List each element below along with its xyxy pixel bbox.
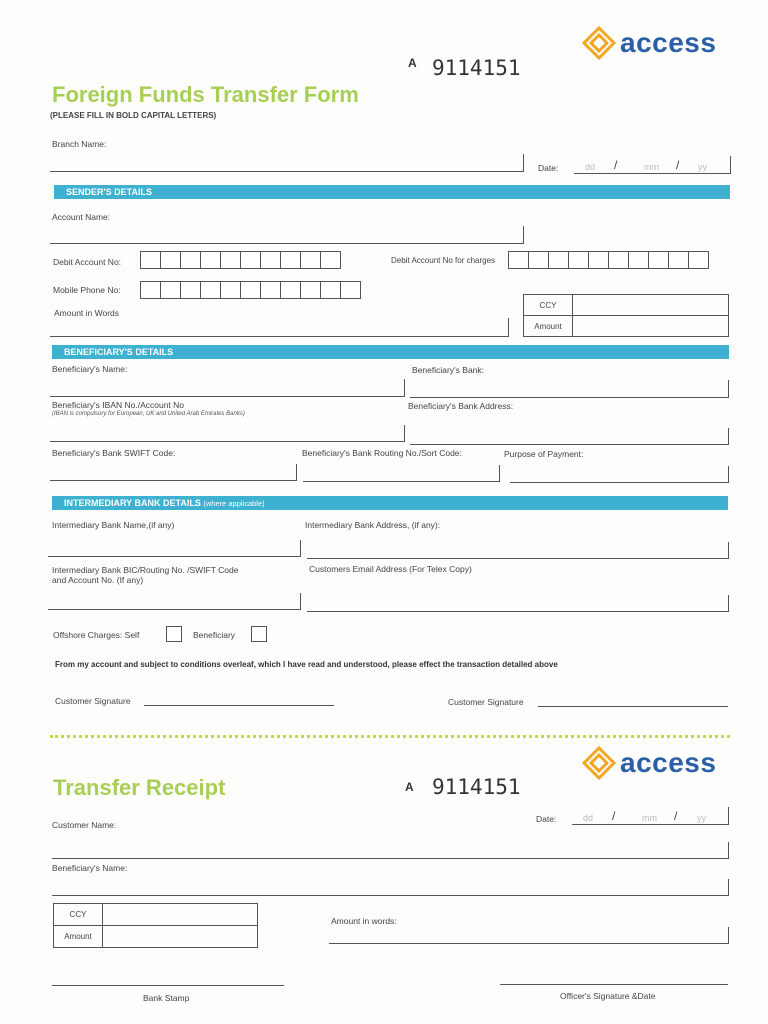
intermediary-bic-tick (300, 593, 301, 610)
date-mm: mm (644, 162, 659, 172)
receipt-date-slash-2: / (674, 809, 678, 823)
email-label: Customers Email Address (For Telex Copy) (309, 564, 472, 574)
receipt-date-label: Date: (536, 814, 557, 824)
email-field[interactable] (307, 611, 728, 612)
account-name-tick (523, 226, 524, 244)
intermediary-name-field[interactable] (48, 556, 300, 557)
receipt-date-field[interactable] (572, 824, 728, 825)
date-slash-2: / (676, 158, 680, 172)
purpose-field[interactable] (510, 482, 728, 483)
intermediary-address-label: Intermediary Bank Address, (if any): (305, 520, 441, 530)
date-label: Date: (538, 163, 559, 173)
receipt-amount-words-field[interactable] (329, 943, 728, 944)
receipt-ccy-amount-table (53, 903, 258, 948)
receipt-customer-name-tick (728, 842, 729, 859)
email-tick (728, 595, 729, 612)
branch-tick (523, 154, 524, 172)
routing-label: Beneficiary's Bank Routing No./Sort Code: (302, 448, 462, 458)
ccy-amount-table (523, 294, 729, 337)
receipt-beneficiary-name-field[interactable] (52, 895, 728, 896)
form-instruction: (PLEASE FILL IN BOLD CAPITAL LETTERS) (50, 111, 217, 120)
receipt-beneficiary-name-label: Beneficiary's Name: (52, 863, 128, 873)
receipt-amount-label: Amount (54, 926, 103, 947)
officer-signature-label: Officer's Signature &Date (560, 991, 656, 1001)
charges-self-checkbox[interactable] (166, 626, 182, 642)
receipt-date-mm: mm (642, 813, 657, 823)
receipt-title: Transfer Receipt (53, 775, 226, 800)
officer-signature-line[interactable] (500, 984, 728, 985)
customer-signature-label-right: Customer Signature (448, 697, 524, 707)
intermediary-heading (52, 496, 728, 510)
routing-tick (499, 465, 500, 482)
serial-prefix: A (408, 56, 417, 70)
access-logo (582, 26, 716, 60)
receipt-serial-number: 9114151 (432, 775, 521, 799)
charges-beneficiary-checkbox[interactable] (251, 626, 267, 642)
date-tick (730, 156, 731, 174)
beneficiary-details-heading (52, 345, 729, 359)
purpose-label: Purpose of Payment: (504, 449, 584, 459)
receipt-amount-words-tick (728, 927, 729, 944)
swift-label: Beneficiary's Bank SWIFT Code: (52, 448, 176, 458)
receipt-access-logo-text: access (620, 747, 717, 778)
branch-name-label: Branch Name: (52, 139, 107, 149)
bank-address-label: Beneficiary's Bank Address: (408, 401, 514, 411)
amount-label: Amount (524, 316, 573, 336)
iban-tick (404, 425, 405, 442)
receipt-customer-name-field[interactable] (52, 858, 728, 859)
receipt-date-dd: dd (583, 813, 594, 823)
date-field[interactable] (574, 173, 730, 174)
date-dd: dd (585, 162, 596, 172)
intermediary-bic-label-2: and Account No. (If any) (52, 575, 144, 585)
tear-line (50, 735, 730, 738)
intermediary-bic-field[interactable] (48, 609, 300, 610)
declaration-text: From my account and subject to conditions overleaf, which I have read and understood, please effect the transaction detailed above (55, 660, 558, 669)
access-diamond-icon (582, 26, 616, 60)
account-name-label: Account Name: (52, 212, 111, 222)
beneficiary-name-tick (404, 379, 405, 397)
access-logo-text: access (620, 27, 717, 58)
intermediary-address-tick (728, 542, 729, 559)
bank-address-tick (728, 428, 729, 445)
intermediary-heading-text: INTERMEDIARY BANK DETAILS (64, 498, 201, 508)
swift-field[interactable] (50, 480, 296, 481)
receipt-amount-words-label: Amount in words: (331, 916, 397, 926)
customer-signature-label-left: Customer Signature (55, 696, 131, 706)
beneficiary-bank-label: Beneficiary's Bank: (412, 365, 485, 375)
form-title: Foreign Funds Transfer Form (52, 82, 359, 107)
bank-address-field[interactable] (410, 444, 728, 445)
receipt-amount-field[interactable] (103, 926, 257, 947)
bank-stamp-line[interactable] (52, 985, 284, 986)
account-name-field[interactable] (50, 243, 524, 244)
receipt-serial-prefix: A (405, 780, 414, 794)
iban-label: Beneficiary's IBAN No./Account No (52, 400, 185, 410)
ccy-label: CCY (524, 295, 573, 315)
receipt-date-yy: yy (697, 813, 706, 823)
customer-signature-field-right[interactable] (538, 706, 728, 707)
amount-words-field[interactable] (50, 336, 508, 337)
amount-words-tick (508, 318, 509, 337)
amount-words-label: Amount in Words (54, 308, 120, 318)
charges-beneficiary-label: Beneficiary (193, 630, 236, 640)
date-yy: yy (698, 162, 707, 172)
receipt-ccy-field[interactable] (103, 904, 257, 925)
offshore-charges-label: Offshore Charges: Self (53, 630, 140, 640)
beneficiary-details-heading-text: BENEFICIARY'S DETAILS (64, 347, 174, 357)
debit-charges-label: Debit Account No for charges (391, 256, 496, 265)
iban-note: (IBAN is compulsory for European, UK and United Arab Emirates Banks) (52, 411, 245, 417)
receipt-ccy-label: CCY (54, 904, 103, 925)
date-slash-1: / (614, 158, 618, 172)
amount-field[interactable] (573, 316, 728, 336)
purpose-tick (728, 466, 729, 483)
iban-field[interactable] (50, 441, 404, 442)
debit-charges-boxes[interactable] (509, 251, 709, 269)
beneficiary-name-label: Beneficiary's Name: (52, 364, 128, 374)
serial-number: 9114151 (432, 56, 521, 80)
swift-tick (296, 464, 297, 481)
customer-signature-field-left[interactable] (144, 705, 334, 706)
intermediary-address-field[interactable] (307, 558, 728, 559)
routing-field[interactable] (303, 481, 499, 482)
intermediary-bic-label-1: Intermediary Bank BIC/Routing No. /SWIFT Code (52, 565, 239, 575)
intermediary-name-tick (300, 540, 301, 557)
beneficiary-name-field[interactable] (50, 396, 404, 397)
branch-name-field[interactable] (50, 171, 524, 172)
receipt-customer-name-label: Customer Name: (52, 820, 117, 830)
beneficiary-bank-field[interactable] (410, 397, 728, 398)
debit-account-label: Debit Account No: (53, 257, 122, 267)
receipt-beneficiary-name-tick (728, 879, 729, 896)
intermediary-name-label: Intermediary Bank Name,(if any) (52, 520, 175, 530)
mobile-boxes[interactable] (141, 281, 361, 299)
receipt-access-logo (582, 746, 716, 780)
receipt-access-diamond-icon (582, 746, 616, 780)
ccy-field[interactable] (573, 295, 728, 315)
mobile-label: Mobile Phone No: (53, 285, 121, 295)
receipt-date-slash-1: / (612, 809, 616, 823)
debit-account-boxes[interactable] (141, 251, 341, 269)
bank-stamp-label: Bank Stamp (143, 993, 190, 1003)
sender-details-heading-text: SENDER'S DETAILS (66, 187, 152, 197)
sender-details-heading (54, 185, 730, 199)
beneficiary-bank-tick (728, 380, 729, 398)
intermediary-heading-note: (where applicable) (203, 499, 265, 508)
receipt-date-tick (728, 807, 729, 825)
